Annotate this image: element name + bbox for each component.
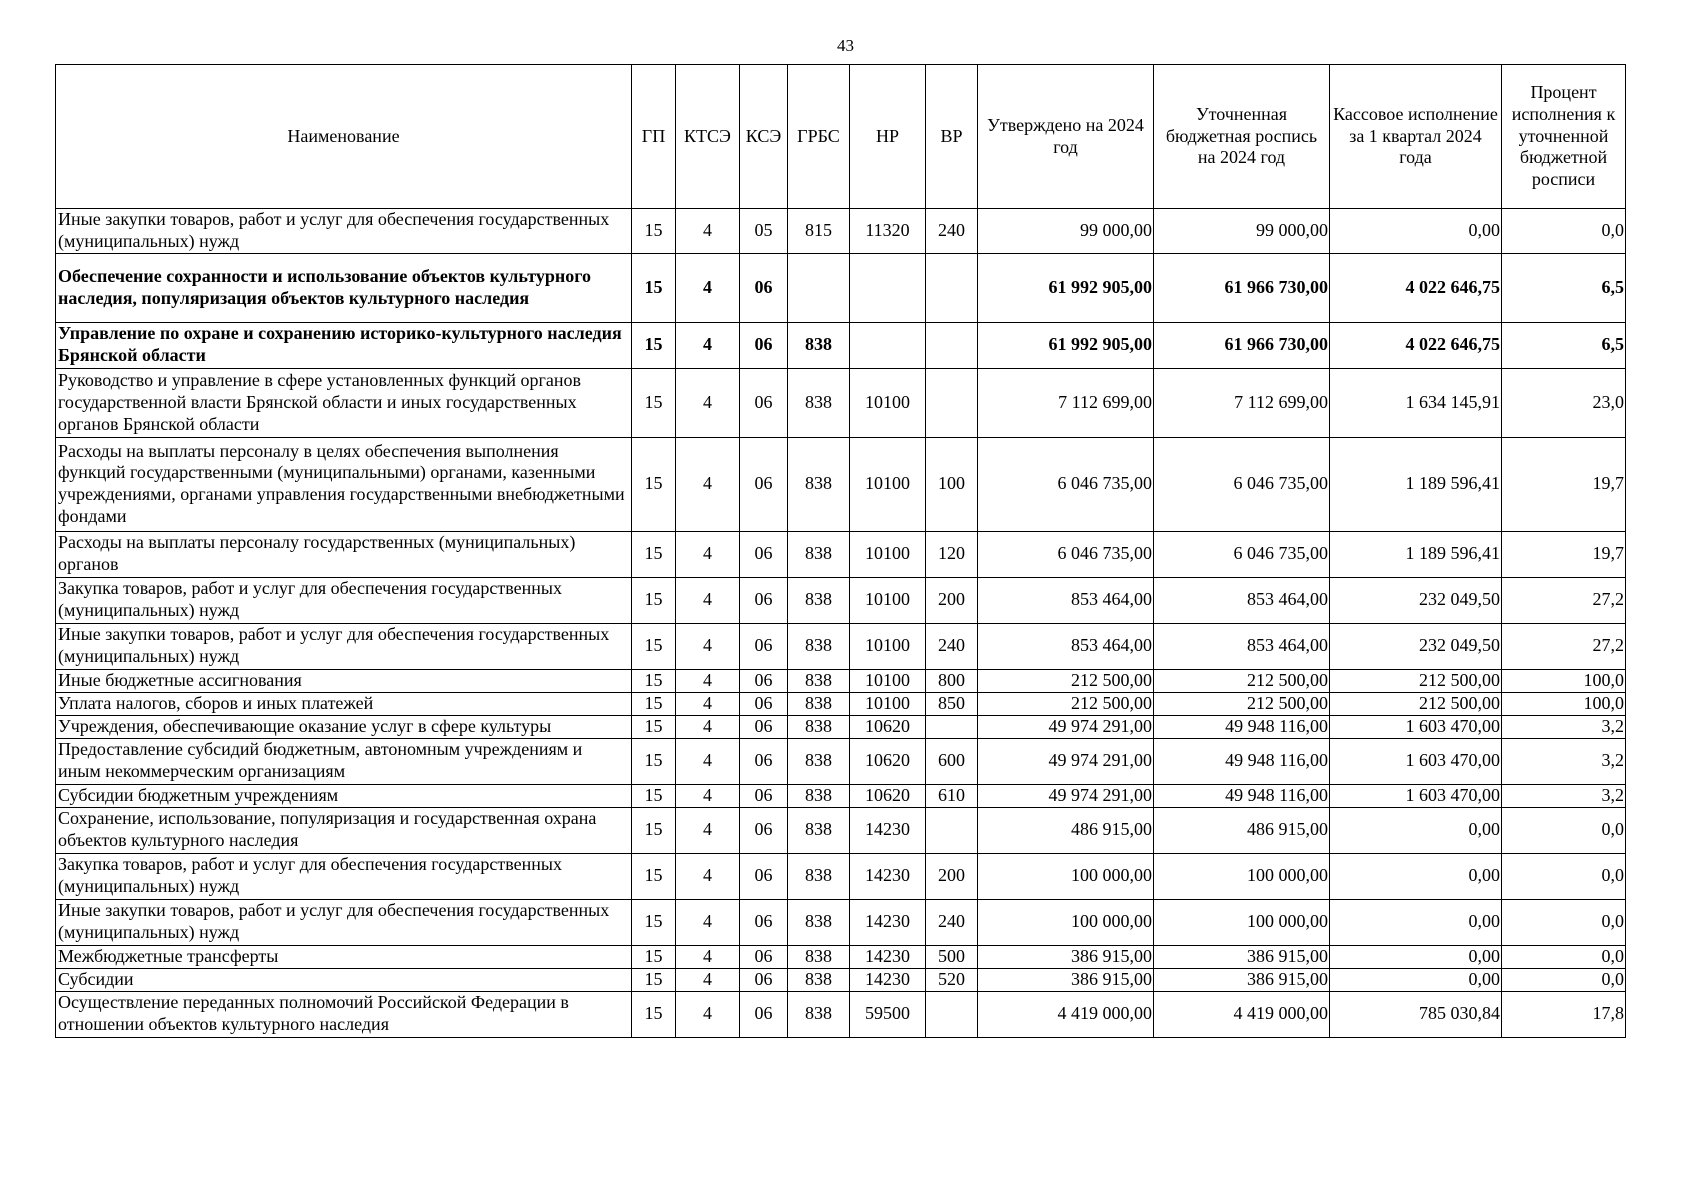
cell-gp: 15 — [632, 437, 676, 531]
cell-kse: 06 — [740, 991, 788, 1037]
cell-percent: 3,2 — [1502, 784, 1626, 807]
cell-cash: 232 049,50 — [1330, 623, 1502, 669]
cell-nr: 10620 — [850, 738, 926, 784]
cell-vr: 200 — [926, 853, 978, 899]
table-row — [56, 623, 1626, 669]
cell-grbs: 838 — [788, 669, 850, 692]
cell-percent: 6,5 — [1502, 322, 1626, 368]
table-row — [56, 784, 1626, 807]
header-percent: Процент исполнения к уточненной бюджетной росписи — [1502, 65, 1626, 209]
cell-grbs: 838 — [788, 715, 850, 738]
cell-refined: 6 046 735,00 — [1154, 531, 1330, 577]
cell-approved: 49 974 291,00 — [978, 784, 1154, 807]
cell-vr: 120 — [926, 531, 978, 577]
cell-approved: 49 974 291,00 — [978, 738, 1154, 784]
cell-nr: 14230 — [850, 899, 926, 945]
cell-nr: 14230 — [850, 807, 926, 853]
cell-cash: 4 022 646,75 — [1330, 253, 1502, 322]
cell-percent: 19,7 — [1502, 531, 1626, 577]
table-row — [56, 209, 1626, 254]
cell-vr — [926, 991, 978, 1037]
cell-ktse: 4 — [676, 853, 740, 899]
cell-grbs: 838 — [788, 692, 850, 715]
cell-kse: 06 — [740, 322, 788, 368]
cell-percent: 0,0 — [1502, 209, 1626, 254]
cell-approved: 386 915,00 — [978, 945, 1154, 968]
cell-nr: 10100 — [850, 669, 926, 692]
cell-approved: 7 112 699,00 — [978, 368, 1154, 437]
cell-name: Расходы на выплаты персоналу в целях обеспечения выполнения функций государственными (муниципальными) органами, казенными учреждениями, органами управления государственными внебюджетными фондами — [56, 437, 632, 531]
cell-name: Осуществление переданных полномочий Российской Федерации в отношении объектов культурного наследия — [56, 991, 632, 1037]
cell-percent: 0,0 — [1502, 968, 1626, 991]
cell-refined: 49 948 116,00 — [1154, 715, 1330, 738]
cell-ktse: 4 — [676, 623, 740, 669]
cell-percent: 19,7 — [1502, 437, 1626, 531]
cell-percent: 100,0 — [1502, 692, 1626, 715]
cell-ktse: 4 — [676, 945, 740, 968]
cell-cash: 1 603 470,00 — [1330, 784, 1502, 807]
cell-gp: 15 — [632, 807, 676, 853]
cell-nr: 10100 — [850, 692, 926, 715]
table-body — [56, 209, 1626, 1038]
table-row — [56, 253, 1626, 322]
table-row — [56, 738, 1626, 784]
cell-approved: 99 000,00 — [978, 209, 1154, 254]
cell-vr — [926, 807, 978, 853]
cell-percent: 0,0 — [1502, 807, 1626, 853]
cell-gp: 15 — [632, 968, 676, 991]
cell-ktse: 4 — [676, 253, 740, 322]
table-row — [56, 692, 1626, 715]
cell-refined: 386 915,00 — [1154, 968, 1330, 991]
cell-ktse: 4 — [676, 437, 740, 531]
cell-vr — [926, 322, 978, 368]
cell-ktse: 4 — [676, 322, 740, 368]
cell-grbs — [788, 253, 850, 322]
cell-vr — [926, 715, 978, 738]
cell-name: Иные бюджетные ассигнования — [56, 669, 632, 692]
cell-nr: 10100 — [850, 437, 926, 531]
cell-cash: 1 189 596,41 — [1330, 437, 1502, 531]
cell-refined: 212 500,00 — [1154, 669, 1330, 692]
cell-name: Иные закупки товаров, работ и услуг для обеспечения государственных (муниципальных) нужд — [56, 623, 632, 669]
cell-name: Предоставление субсидий бюджетным, автономным учреждениям и иным некоммерческим организациям — [56, 738, 632, 784]
cell-grbs: 838 — [788, 899, 850, 945]
cell-refined: 49 948 116,00 — [1154, 738, 1330, 784]
cell-grbs: 838 — [788, 968, 850, 991]
cell-grbs: 838 — [788, 437, 850, 531]
cell-kse: 05 — [740, 209, 788, 254]
budget-table — [55, 64, 1626, 1038]
cell-name: Закупка товаров, работ и услуг для обеспечения государственных (муниципальных) нужд — [56, 577, 632, 623]
cell-grbs: 838 — [788, 738, 850, 784]
cell-percent: 3,2 — [1502, 738, 1626, 784]
cell-gp: 15 — [632, 738, 676, 784]
cell-approved: 6 046 735,00 — [978, 437, 1154, 531]
cell-nr: 10100 — [850, 531, 926, 577]
cell-cash: 4 022 646,75 — [1330, 322, 1502, 368]
cell-nr: 10100 — [850, 623, 926, 669]
cell-grbs: 838 — [788, 368, 850, 437]
cell-cash: 0,00 — [1330, 209, 1502, 254]
cell-nr: 10100 — [850, 368, 926, 437]
cell-cash: 212 500,00 — [1330, 692, 1502, 715]
cell-refined: 7 112 699,00 — [1154, 368, 1330, 437]
cell-gp: 15 — [632, 669, 676, 692]
page-number: 43 — [837, 36, 854, 55]
cell-ktse: 4 — [676, 899, 740, 945]
cell-ktse: 4 — [676, 807, 740, 853]
table-row — [56, 322, 1626, 368]
cell-approved: 486 915,00 — [978, 807, 1154, 853]
cell-grbs: 838 — [788, 623, 850, 669]
table-row — [56, 807, 1626, 853]
cell-gp: 15 — [632, 945, 676, 968]
cell-vr: 240 — [926, 623, 978, 669]
cell-gp: 15 — [632, 899, 676, 945]
cell-approved: 212 500,00 — [978, 692, 1154, 715]
cell-percent: 0,0 — [1502, 899, 1626, 945]
cell-cash: 212 500,00 — [1330, 669, 1502, 692]
cell-cash: 1 634 145,91 — [1330, 368, 1502, 437]
cell-gp: 15 — [632, 853, 676, 899]
cell-vr — [926, 253, 978, 322]
cell-nr: 59500 — [850, 991, 926, 1037]
cell-percent: 23,0 — [1502, 368, 1626, 437]
cell-grbs: 838 — [788, 807, 850, 853]
cell-ktse: 4 — [676, 738, 740, 784]
cell-cash: 232 049,50 — [1330, 577, 1502, 623]
header-name: Наименование — [56, 65, 632, 209]
cell-approved: 61 992 905,00 — [978, 322, 1154, 368]
cell-kse: 06 — [740, 784, 788, 807]
cell-percent: 17,8 — [1502, 991, 1626, 1037]
cell-kse: 06 — [740, 692, 788, 715]
cell-kse: 06 — [740, 968, 788, 991]
cell-name: Управление по охране и сохранению историко-культурного наследия Брянской области — [56, 322, 632, 368]
cell-name: Сохранение, использование, популяризация и государственная охрана объектов культурного наследия — [56, 807, 632, 853]
cell-cash: 785 030,84 — [1330, 991, 1502, 1037]
cell-gp: 15 — [632, 623, 676, 669]
cell-grbs: 838 — [788, 784, 850, 807]
table-row — [56, 669, 1626, 692]
cell-name: Расходы на выплаты персоналу государственных (муниципальных) органов — [56, 531, 632, 577]
cell-nr — [850, 322, 926, 368]
table-row — [56, 899, 1626, 945]
cell-gp: 15 — [632, 253, 676, 322]
cell-approved: 853 464,00 — [978, 623, 1154, 669]
cell-grbs: 838 — [788, 945, 850, 968]
cell-refined: 853 464,00 — [1154, 623, 1330, 669]
header-vr: ВР — [926, 65, 978, 209]
header-nr: НР — [850, 65, 926, 209]
cell-refined: 486 915,00 — [1154, 807, 1330, 853]
cell-vr: 520 — [926, 968, 978, 991]
cell-nr: 11320 — [850, 209, 926, 254]
cell-name: Иные закупки товаров, работ и услуг для обеспечения государственных (муниципальных) нужд — [56, 209, 632, 254]
cell-approved: 100 000,00 — [978, 853, 1154, 899]
cell-name: Обеспечение сохранности и использование объектов культурного наследия, популяризация объектов культурного наследия — [56, 253, 632, 322]
cell-vr: 610 — [926, 784, 978, 807]
cell-refined: 61 966 730,00 — [1154, 253, 1330, 322]
cell-name: Субсидии бюджетным учреждениям — [56, 784, 632, 807]
table-row — [56, 945, 1626, 968]
cell-kse: 06 — [740, 899, 788, 945]
cell-approved: 6 046 735,00 — [978, 531, 1154, 577]
cell-approved: 4 419 000,00 — [978, 991, 1154, 1037]
table-row — [56, 368, 1626, 437]
table-row — [56, 531, 1626, 577]
cell-gp: 15 — [632, 368, 676, 437]
cell-refined: 99 000,00 — [1154, 209, 1330, 254]
cell-kse: 06 — [740, 669, 788, 692]
cell-refined: 100 000,00 — [1154, 899, 1330, 945]
cell-refined: 853 464,00 — [1154, 577, 1330, 623]
cell-gp: 15 — [632, 209, 676, 254]
cell-kse: 06 — [740, 437, 788, 531]
header-gp: ГП — [632, 65, 676, 209]
cell-nr: 10620 — [850, 715, 926, 738]
cell-nr: 10620 — [850, 784, 926, 807]
cell-nr: 14230 — [850, 853, 926, 899]
cell-kse: 06 — [740, 253, 788, 322]
table-row — [56, 991, 1626, 1037]
cell-refined: 4 419 000,00 — [1154, 991, 1330, 1037]
cell-refined: 212 500,00 — [1154, 692, 1330, 715]
cell-kse: 06 — [740, 853, 788, 899]
cell-refined: 61 966 730,00 — [1154, 322, 1330, 368]
cell-ktse: 4 — [676, 715, 740, 738]
cell-gp: 15 — [632, 715, 676, 738]
cell-vr: 100 — [926, 437, 978, 531]
cell-approved: 212 500,00 — [978, 669, 1154, 692]
cell-ktse: 4 — [676, 669, 740, 692]
cell-refined: 100 000,00 — [1154, 853, 1330, 899]
cell-refined: 386 915,00 — [1154, 945, 1330, 968]
cell-ktse: 4 — [676, 692, 740, 715]
cell-vr: 850 — [926, 692, 978, 715]
cell-ktse: 4 — [676, 991, 740, 1037]
table-row — [56, 968, 1626, 991]
cell-vr: 240 — [926, 899, 978, 945]
cell-name: Руководство и управление в сфере установленных функций органов государственной власти Брянской области и иных государственных органов Брянской области — [56, 368, 632, 437]
table-header-row — [56, 65, 1626, 209]
cell-gp: 15 — [632, 991, 676, 1037]
cell-name: Субсидии — [56, 968, 632, 991]
cell-gp: 15 — [632, 577, 676, 623]
cell-approved: 100 000,00 — [978, 899, 1154, 945]
cell-cash: 1 603 470,00 — [1330, 715, 1502, 738]
cell-grbs: 838 — [788, 322, 850, 368]
cell-gp: 15 — [632, 322, 676, 368]
cell-percent: 0,0 — [1502, 853, 1626, 899]
cell-kse: 06 — [740, 738, 788, 784]
cell-kse: 06 — [740, 531, 788, 577]
cell-vr: 240 — [926, 209, 978, 254]
cell-name: Учреждения, обеспечивающие оказание услуг в сфере культуры — [56, 715, 632, 738]
cell-percent: 6,5 — [1502, 253, 1626, 322]
cell-kse: 06 — [740, 577, 788, 623]
cell-refined: 6 046 735,00 — [1154, 437, 1330, 531]
header-cash: Кассовое исполнение за 1 квартал 2024 года — [1330, 65, 1502, 209]
header-ktse: КТСЭ — [676, 65, 740, 209]
cell-grbs: 838 — [788, 991, 850, 1037]
cell-grbs: 838 — [788, 531, 850, 577]
cell-kse: 06 — [740, 807, 788, 853]
cell-kse: 06 — [740, 368, 788, 437]
cell-name: Межбюджетные трансферты — [56, 945, 632, 968]
header-kse: КСЭ — [740, 65, 788, 209]
cell-kse: 06 — [740, 623, 788, 669]
cell-gp: 15 — [632, 784, 676, 807]
cell-percent: 100,0 — [1502, 669, 1626, 692]
header-refined: Уточненная бюджетная роспись на 2024 год — [1154, 65, 1330, 209]
cell-approved: 386 915,00 — [978, 968, 1154, 991]
table-row — [56, 715, 1626, 738]
cell-gp: 15 — [632, 692, 676, 715]
cell-grbs: 815 — [788, 209, 850, 254]
cell-nr: 14230 — [850, 945, 926, 968]
cell-name: Уплата налогов, сборов и иных платежей — [56, 692, 632, 715]
cell-cash: 0,00 — [1330, 968, 1502, 991]
cell-refined: 49 948 116,00 — [1154, 784, 1330, 807]
cell-cash: 1 603 470,00 — [1330, 738, 1502, 784]
cell-ktse: 4 — [676, 968, 740, 991]
cell-cash: 1 189 596,41 — [1330, 531, 1502, 577]
cell-name: Закупка товаров, работ и услуг для обеспечения государственных (муниципальных) нужд — [56, 853, 632, 899]
cell-grbs: 838 — [788, 577, 850, 623]
cell-vr — [926, 368, 978, 437]
cell-ktse: 4 — [676, 577, 740, 623]
cell-vr: 800 — [926, 669, 978, 692]
cell-grbs: 838 — [788, 853, 850, 899]
cell-ktse: 4 — [676, 368, 740, 437]
cell-percent: 27,2 — [1502, 623, 1626, 669]
cell-cash: 0,00 — [1330, 807, 1502, 853]
header-approved: Утверждено на 2024 год — [978, 65, 1154, 209]
table-row — [56, 437, 1626, 531]
cell-gp: 15 — [632, 531, 676, 577]
cell-cash: 0,00 — [1330, 853, 1502, 899]
cell-vr: 600 — [926, 738, 978, 784]
table-row — [56, 853, 1626, 899]
cell-cash: 0,00 — [1330, 945, 1502, 968]
cell-ktse: 4 — [676, 531, 740, 577]
table-row — [56, 577, 1626, 623]
cell-ktse: 4 — [676, 784, 740, 807]
cell-approved: 61 992 905,00 — [978, 253, 1154, 322]
cell-cash: 0,00 — [1330, 899, 1502, 945]
cell-vr: 500 — [926, 945, 978, 968]
cell-ktse: 4 — [676, 209, 740, 254]
cell-vr: 200 — [926, 577, 978, 623]
cell-nr: 14230 — [850, 968, 926, 991]
header-grbs: ГРБС — [788, 65, 850, 209]
cell-name: Иные закупки товаров, работ и услуг для обеспечения государственных (муниципальных) нужд — [56, 899, 632, 945]
cell-nr: 10100 — [850, 577, 926, 623]
cell-approved: 853 464,00 — [978, 577, 1154, 623]
cell-kse: 06 — [740, 715, 788, 738]
cell-percent: 3,2 — [1502, 715, 1626, 738]
cell-kse: 06 — [740, 945, 788, 968]
cell-percent: 0,0 — [1502, 945, 1626, 968]
cell-approved: 49 974 291,00 — [978, 715, 1154, 738]
cell-percent: 27,2 — [1502, 577, 1626, 623]
cell-nr — [850, 253, 926, 322]
